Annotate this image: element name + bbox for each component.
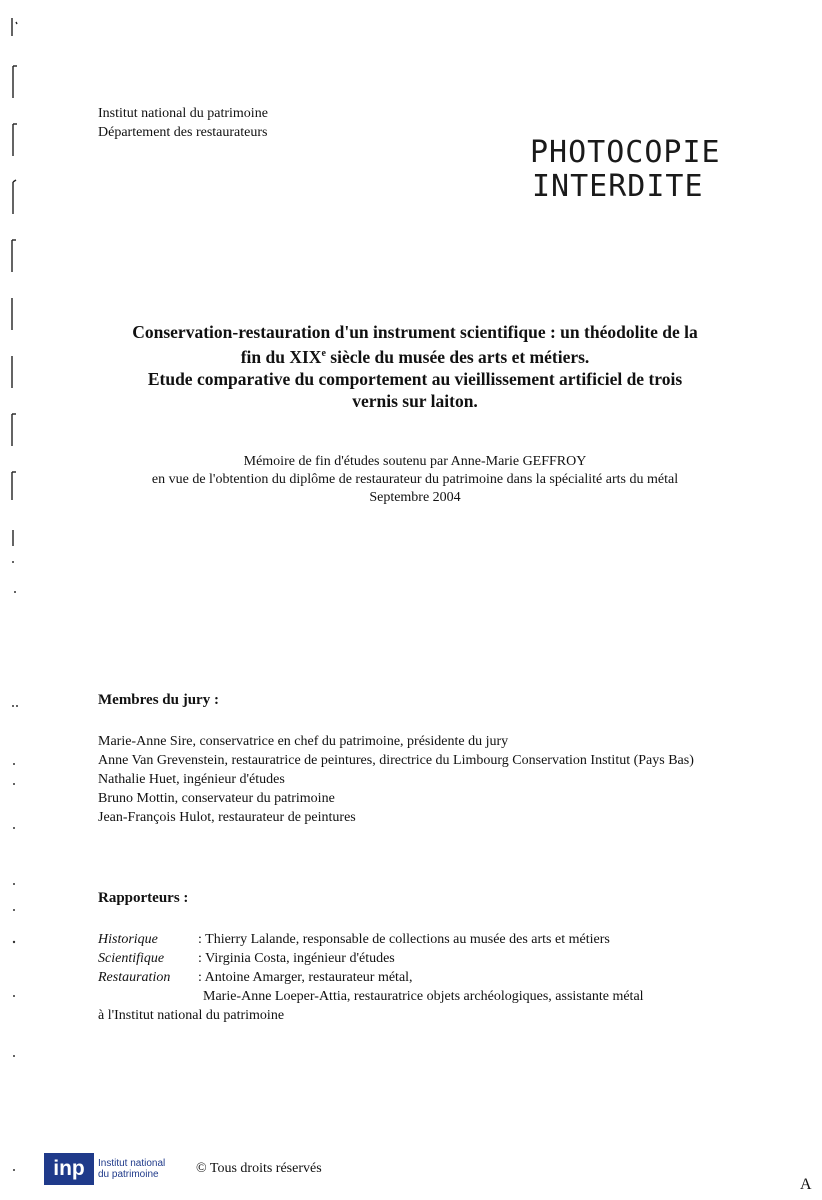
title-line-3: Etude comparative du comportement au vieillissement artificiel de trois bbox=[147, 368, 683, 389]
institution-name: Institut national du patrimoine bbox=[98, 106, 268, 121]
rapporteur-role: Restauration bbox=[98, 970, 171, 985]
jury-member: Nathalie Huet, ingénieur d'études bbox=[98, 772, 285, 787]
institution-header bbox=[98, 104, 268, 142]
title-line-2-end: siècle du musée des arts et métiers. bbox=[325, 346, 590, 367]
rapporteurs-list bbox=[98, 930, 758, 1025]
jury-member: Bruno Mottin, conservateur du patrimoine bbox=[98, 791, 335, 806]
logo-text-line-1: Institut national bbox=[98, 1158, 166, 1169]
stamp-line-2: INTERDITE bbox=[532, 169, 704, 204]
rapporteur-row bbox=[98, 930, 758, 949]
thesis-title bbox=[70, 321, 760, 412]
inp-logo: inp bbox=[44, 1153, 94, 1185]
margin-scan-marks bbox=[4, 0, 24, 1200]
footer bbox=[44, 1153, 322, 1185]
subtitle-line-1: Mémoire de fin d'études soutenu par Anne-Marie GEFFROY bbox=[243, 454, 587, 469]
rapporteur-name: : Virginia Costa, ingénieur d'études bbox=[198, 951, 395, 966]
jury-list bbox=[98, 732, 738, 827]
rapporteur-continuation: à l'Institut national du patrimoine bbox=[98, 1008, 285, 1023]
photocopy-forbidden-stamp bbox=[530, 136, 790, 204]
rapporteur-continuation: Marie-Anne Loeper-Attia, restauratrice objets archéologiques, assistante métal bbox=[203, 989, 644, 1004]
subtitle-date: Septembre 2004 bbox=[369, 490, 461, 505]
department-name: Département des restaurateurs bbox=[98, 125, 268, 140]
rapporteur-row bbox=[98, 968, 758, 987]
rapporteur-role: Historique bbox=[98, 932, 158, 947]
rapporteur-name: : Antoine Amarger, restaurateur métal, bbox=[198, 970, 413, 985]
jury-member: Anne Van Grevenstein, restauratrice de peintures, directrice du Limbourg Conservation Institut (Pays Bas) bbox=[98, 753, 694, 768]
inp-logo-text bbox=[98, 1158, 186, 1180]
jury-member: Marie-Anne Sire, conservatrice en chef du patrimoine, présidente du jury bbox=[98, 734, 509, 749]
subtitle-line-2: en vue de l'obtention du diplôme de restaurateur du patrimoine dans la spécialité arts du métal bbox=[151, 472, 679, 487]
jury-heading: Membres du jury : bbox=[98, 692, 219, 708]
title-line-2 bbox=[70, 343, 760, 368]
page-marker: A bbox=[800, 1176, 812, 1193]
jury-member: Jean-François Hulot, restaurateur de peintures bbox=[98, 810, 356, 825]
title-superscript: e bbox=[321, 348, 326, 359]
logo-text-line-2: du patrimoine bbox=[98, 1169, 159, 1180]
rapporteurs-heading: Rapporteurs : bbox=[98, 890, 189, 906]
title-line-2-start: fin du XIX bbox=[240, 346, 322, 367]
rapporteur-role: Scientifique bbox=[98, 951, 165, 966]
copyright-notice: © Tous droits réservés bbox=[196, 1161, 322, 1176]
title-line-4: vernis sur laiton. bbox=[352, 390, 478, 411]
stamp-line-1: PHOTOCOPIE bbox=[530, 135, 721, 170]
rapporteur-row bbox=[98, 949, 758, 968]
title-line-1: Conservation-restauration d'un instrument scientifique : un théodolite de la bbox=[132, 322, 698, 342]
thesis-subtitle bbox=[70, 453, 760, 507]
rapporteur-name: : Thierry Lalande, responsable de collections au musée des arts et métiers bbox=[198, 932, 610, 947]
